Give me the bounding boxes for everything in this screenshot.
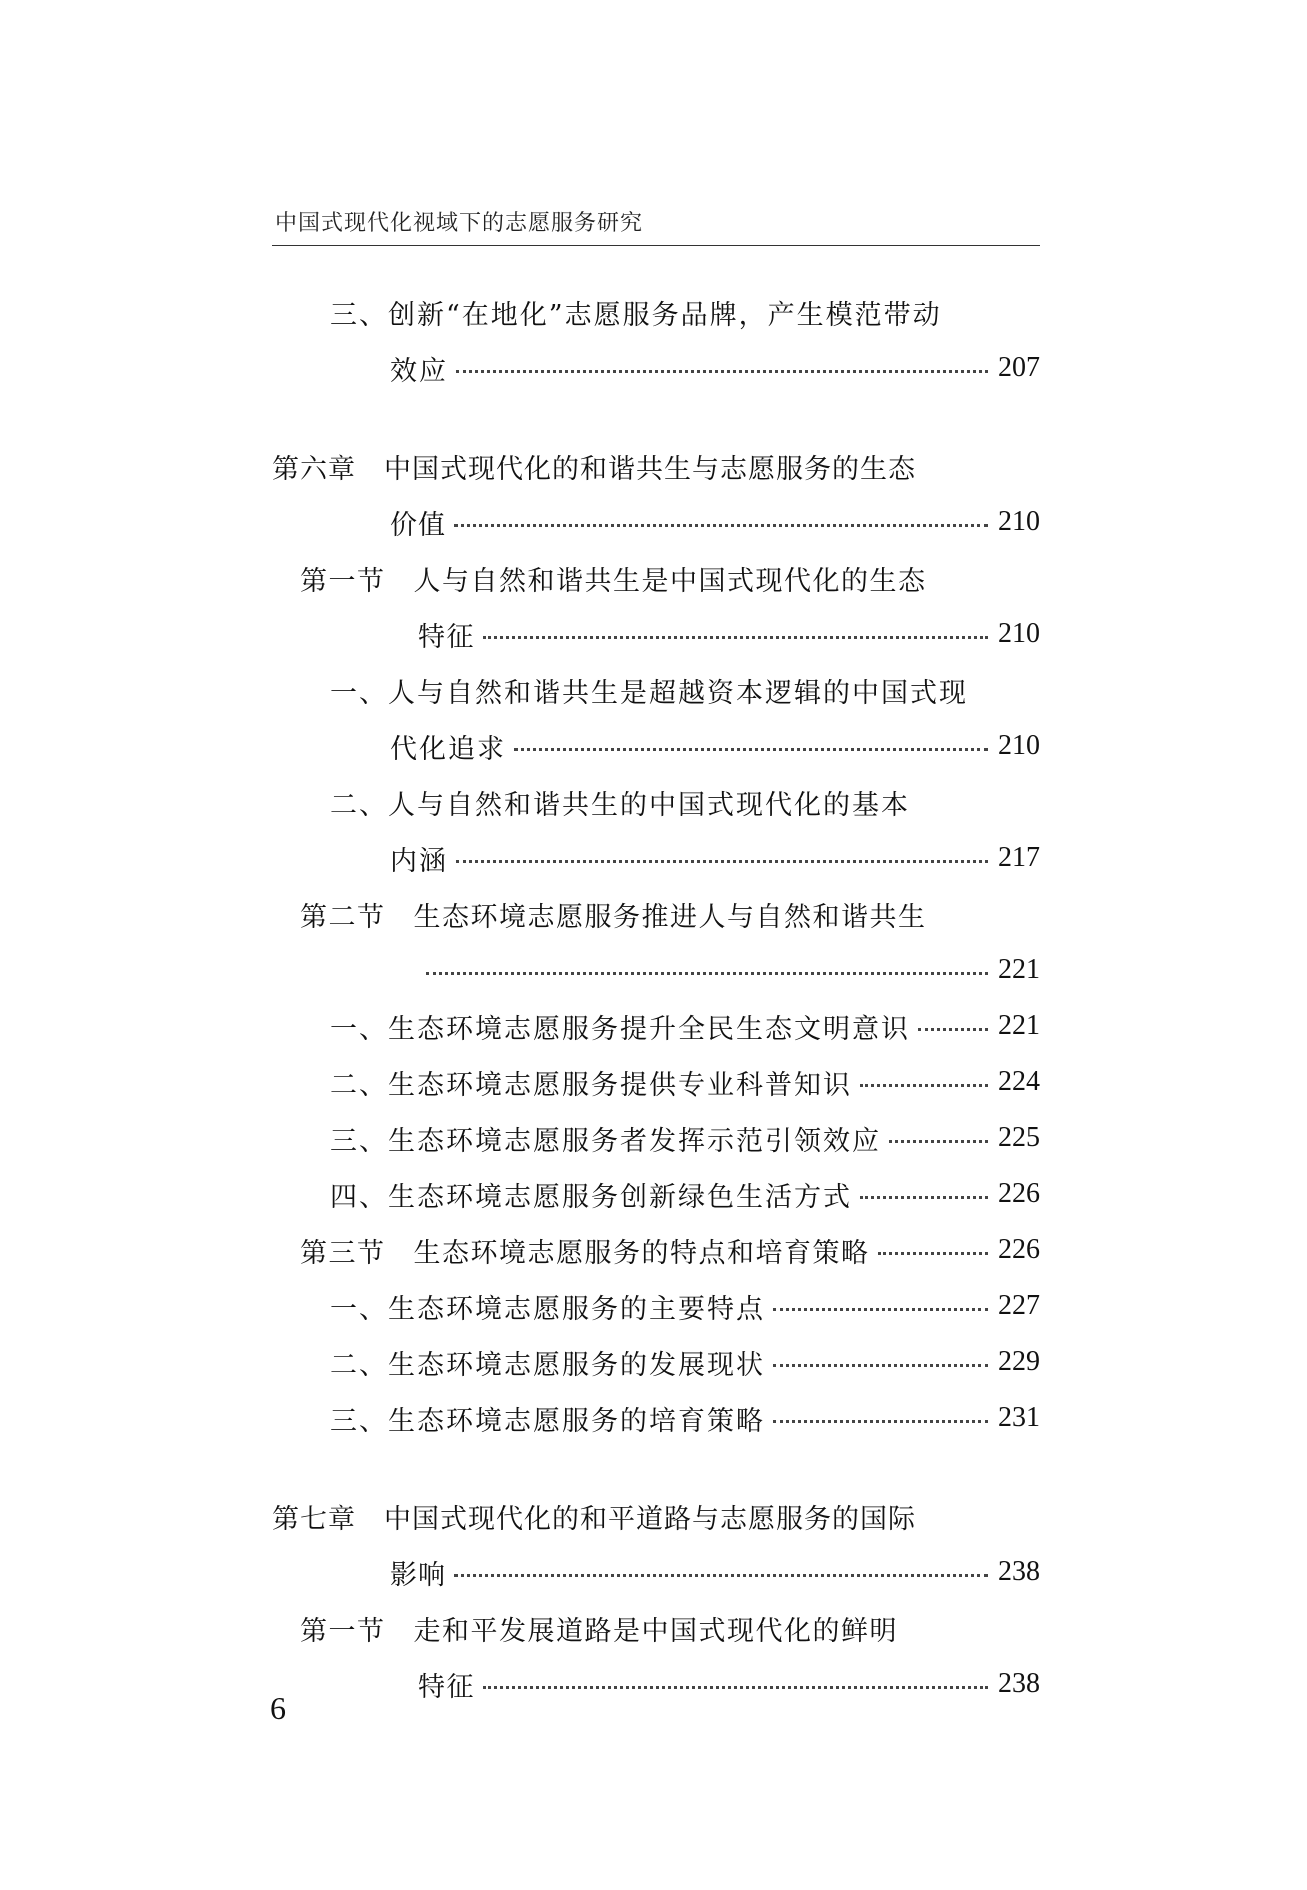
toc-entry-item: [0, 780, 1040, 824]
toc-entry-chapter: [0, 444, 1040, 488]
toc-page-number: 238: [998, 1556, 1040, 1587]
toc-page-number: 221: [998, 1010, 1040, 1041]
toc-entry-text: [330, 1175, 852, 1214]
toc-page-number: 210: [998, 506, 1040, 537]
chapter-title: 中国式现代化的和谐共生与志愿服务的生态: [384, 453, 916, 485]
toc-entry-item: [0, 346, 1040, 390]
toc-entry-text: [330, 1343, 765, 1382]
dot-leader: [483, 1656, 988, 1689]
toc-entry-text: [330, 671, 968, 710]
section-label: 第一节: [300, 1615, 386, 1647]
item-title: 三、创新“在地化”志愿服务品牌，产生模范带动: [330, 299, 942, 331]
toc-entry-text: [330, 293, 942, 332]
toc-entry-text: [390, 839, 448, 878]
toc-entry-item: [0, 1116, 1040, 1160]
toc-entry-item: [0, 1284, 1040, 1328]
toc-entry-section: [0, 892, 1040, 936]
toc-entry-text: [300, 895, 927, 934]
dot-leader: [456, 830, 988, 863]
item-title: 四、生态环境志愿服务创新绿色生活方式: [330, 1181, 852, 1213]
chapter-title: 中国式现代化的和平道路与志愿服务的国际: [384, 1503, 916, 1535]
toc-entry-text: [330, 783, 910, 822]
item-title: 二、人与自然和谐共生的中国式现代化的基本: [330, 789, 910, 821]
dot-leader: [773, 1278, 988, 1311]
item-title: 三、生态环境志愿服务的培育策略: [330, 1405, 765, 1437]
toc-page-number: 217: [998, 842, 1040, 873]
toc-entry-section: [0, 612, 1040, 656]
toc-entry-section: [0, 1228, 1040, 1272]
toc-entry-item: [0, 290, 1040, 334]
toc-entry-text: [390, 727, 506, 766]
section-label: 第一节: [300, 565, 386, 597]
toc-page-number: 225: [998, 1122, 1040, 1153]
toc-entry-text: [272, 447, 916, 486]
item-title: 二、生态环境志愿服务的发展现状: [330, 1349, 765, 1381]
toc-page-number: 226: [998, 1178, 1040, 1209]
toc-entry-section: [0, 556, 1040, 600]
toc-entry-text: [390, 1553, 446, 1592]
chapter-title: 价值: [390, 509, 446, 541]
dot-leader: [918, 998, 988, 1031]
toc-entry-item: [0, 668, 1040, 712]
dot-leader: [889, 1110, 988, 1143]
toc-entry-text: [330, 1287, 765, 1326]
dot-leader: [456, 340, 988, 373]
toc-page-number: 210: [998, 730, 1040, 761]
dot-leader: [454, 494, 988, 527]
toc-page-number: 231: [998, 1402, 1040, 1433]
dot-leader: [483, 606, 988, 639]
toc-page-number: 210: [998, 618, 1040, 649]
toc-entry-item: [0, 1340, 1040, 1384]
toc-entry-text: [300, 1609, 898, 1648]
section-label: 第二节: [300, 901, 386, 933]
dot-leader: [514, 718, 988, 751]
toc-page-number: 224: [998, 1066, 1040, 1097]
dot-leader: [773, 1334, 988, 1367]
toc-page-number: 227: [998, 1290, 1040, 1321]
running-header-title: 中国式现代化视域下的志愿服务研究: [275, 211, 644, 236]
dot-leader: [860, 1166, 988, 1199]
item-title: 一、人与自然和谐共生是超越资本逻辑的中国式现: [330, 677, 968, 709]
toc-entry-item: [0, 1060, 1040, 1104]
section-title: 生态环境志愿服务的特点和培育策略: [413, 1237, 870, 1269]
toc-entry-chapter: [0, 1494, 1040, 1538]
chapter-label: 第六章: [272, 453, 356, 485]
section-title: 生态环境志愿服务推进人与自然和谐共生: [413, 901, 927, 933]
toc-entry-text: [390, 349, 448, 388]
chapter-label: 第七章: [272, 1503, 356, 1535]
dot-leader: [860, 1054, 988, 1087]
toc-entry-item: [0, 1396, 1040, 1440]
toc-page-number: 207: [998, 352, 1040, 383]
toc-entry-section: [0, 1606, 1040, 1650]
item-title: 三、生态环境志愿服务者发挥示范引领效应: [330, 1125, 881, 1157]
header-divider: [272, 245, 1040, 246]
dot-leader: [878, 1222, 989, 1255]
section-title: 特征: [418, 1671, 475, 1703]
toc-entry-item: [0, 1172, 1040, 1216]
item-title: 代化追求: [390, 733, 506, 765]
toc-page-number: 221: [998, 954, 1040, 985]
toc-entry-section: [0, 1662, 1040, 1706]
item-title: 内涵: [390, 845, 448, 877]
toc-page-number: 226: [998, 1234, 1040, 1265]
section-title: 人与自然和谐共生是中国式现代化的生态: [413, 565, 927, 597]
page-number: 6: [270, 1690, 286, 1726]
section-title: 特征: [418, 621, 475, 653]
dot-leader: [773, 1390, 988, 1423]
toc-entry-text: [330, 1119, 881, 1158]
toc-page-number: 229: [998, 1346, 1040, 1377]
toc-entry-item: [0, 724, 1040, 768]
toc-entry-text: [330, 1063, 852, 1102]
toc-entry-text: [418, 1665, 475, 1704]
item-title: 一、生态环境志愿服务提升全民生态文明意识: [330, 1013, 910, 1045]
toc-entry-text: [300, 559, 927, 598]
toc-entry-section: [0, 948, 1040, 992]
item-title: 一、生态环境志愿服务的主要特点: [330, 1293, 765, 1325]
toc-entry-text: [390, 503, 446, 542]
toc-entry-text: [300, 1231, 870, 1270]
item-title: 效应: [390, 355, 448, 387]
toc-entry-item: [0, 1004, 1040, 1048]
toc-entry-item: [0, 836, 1040, 880]
toc-entry-text: [272, 1497, 916, 1536]
toc-page-number: 238: [998, 1668, 1040, 1699]
chapter-title: 影响: [390, 1559, 446, 1591]
toc-entry-text: [330, 1007, 910, 1046]
toc-entry-chapter: [0, 500, 1040, 544]
toc-entry-text: [418, 615, 475, 654]
dot-leader: [426, 942, 988, 975]
item-title: 二、生态环境志愿服务提供专业科普知识: [330, 1069, 852, 1101]
section-title: 走和平发展道路是中国式现代化的鲜明: [413, 1615, 898, 1647]
toc-entry-chapter: [0, 1550, 1040, 1594]
dot-leader: [454, 1544, 988, 1577]
toc-entry-text: [330, 1399, 765, 1438]
section-label: 第三节: [300, 1237, 386, 1269]
